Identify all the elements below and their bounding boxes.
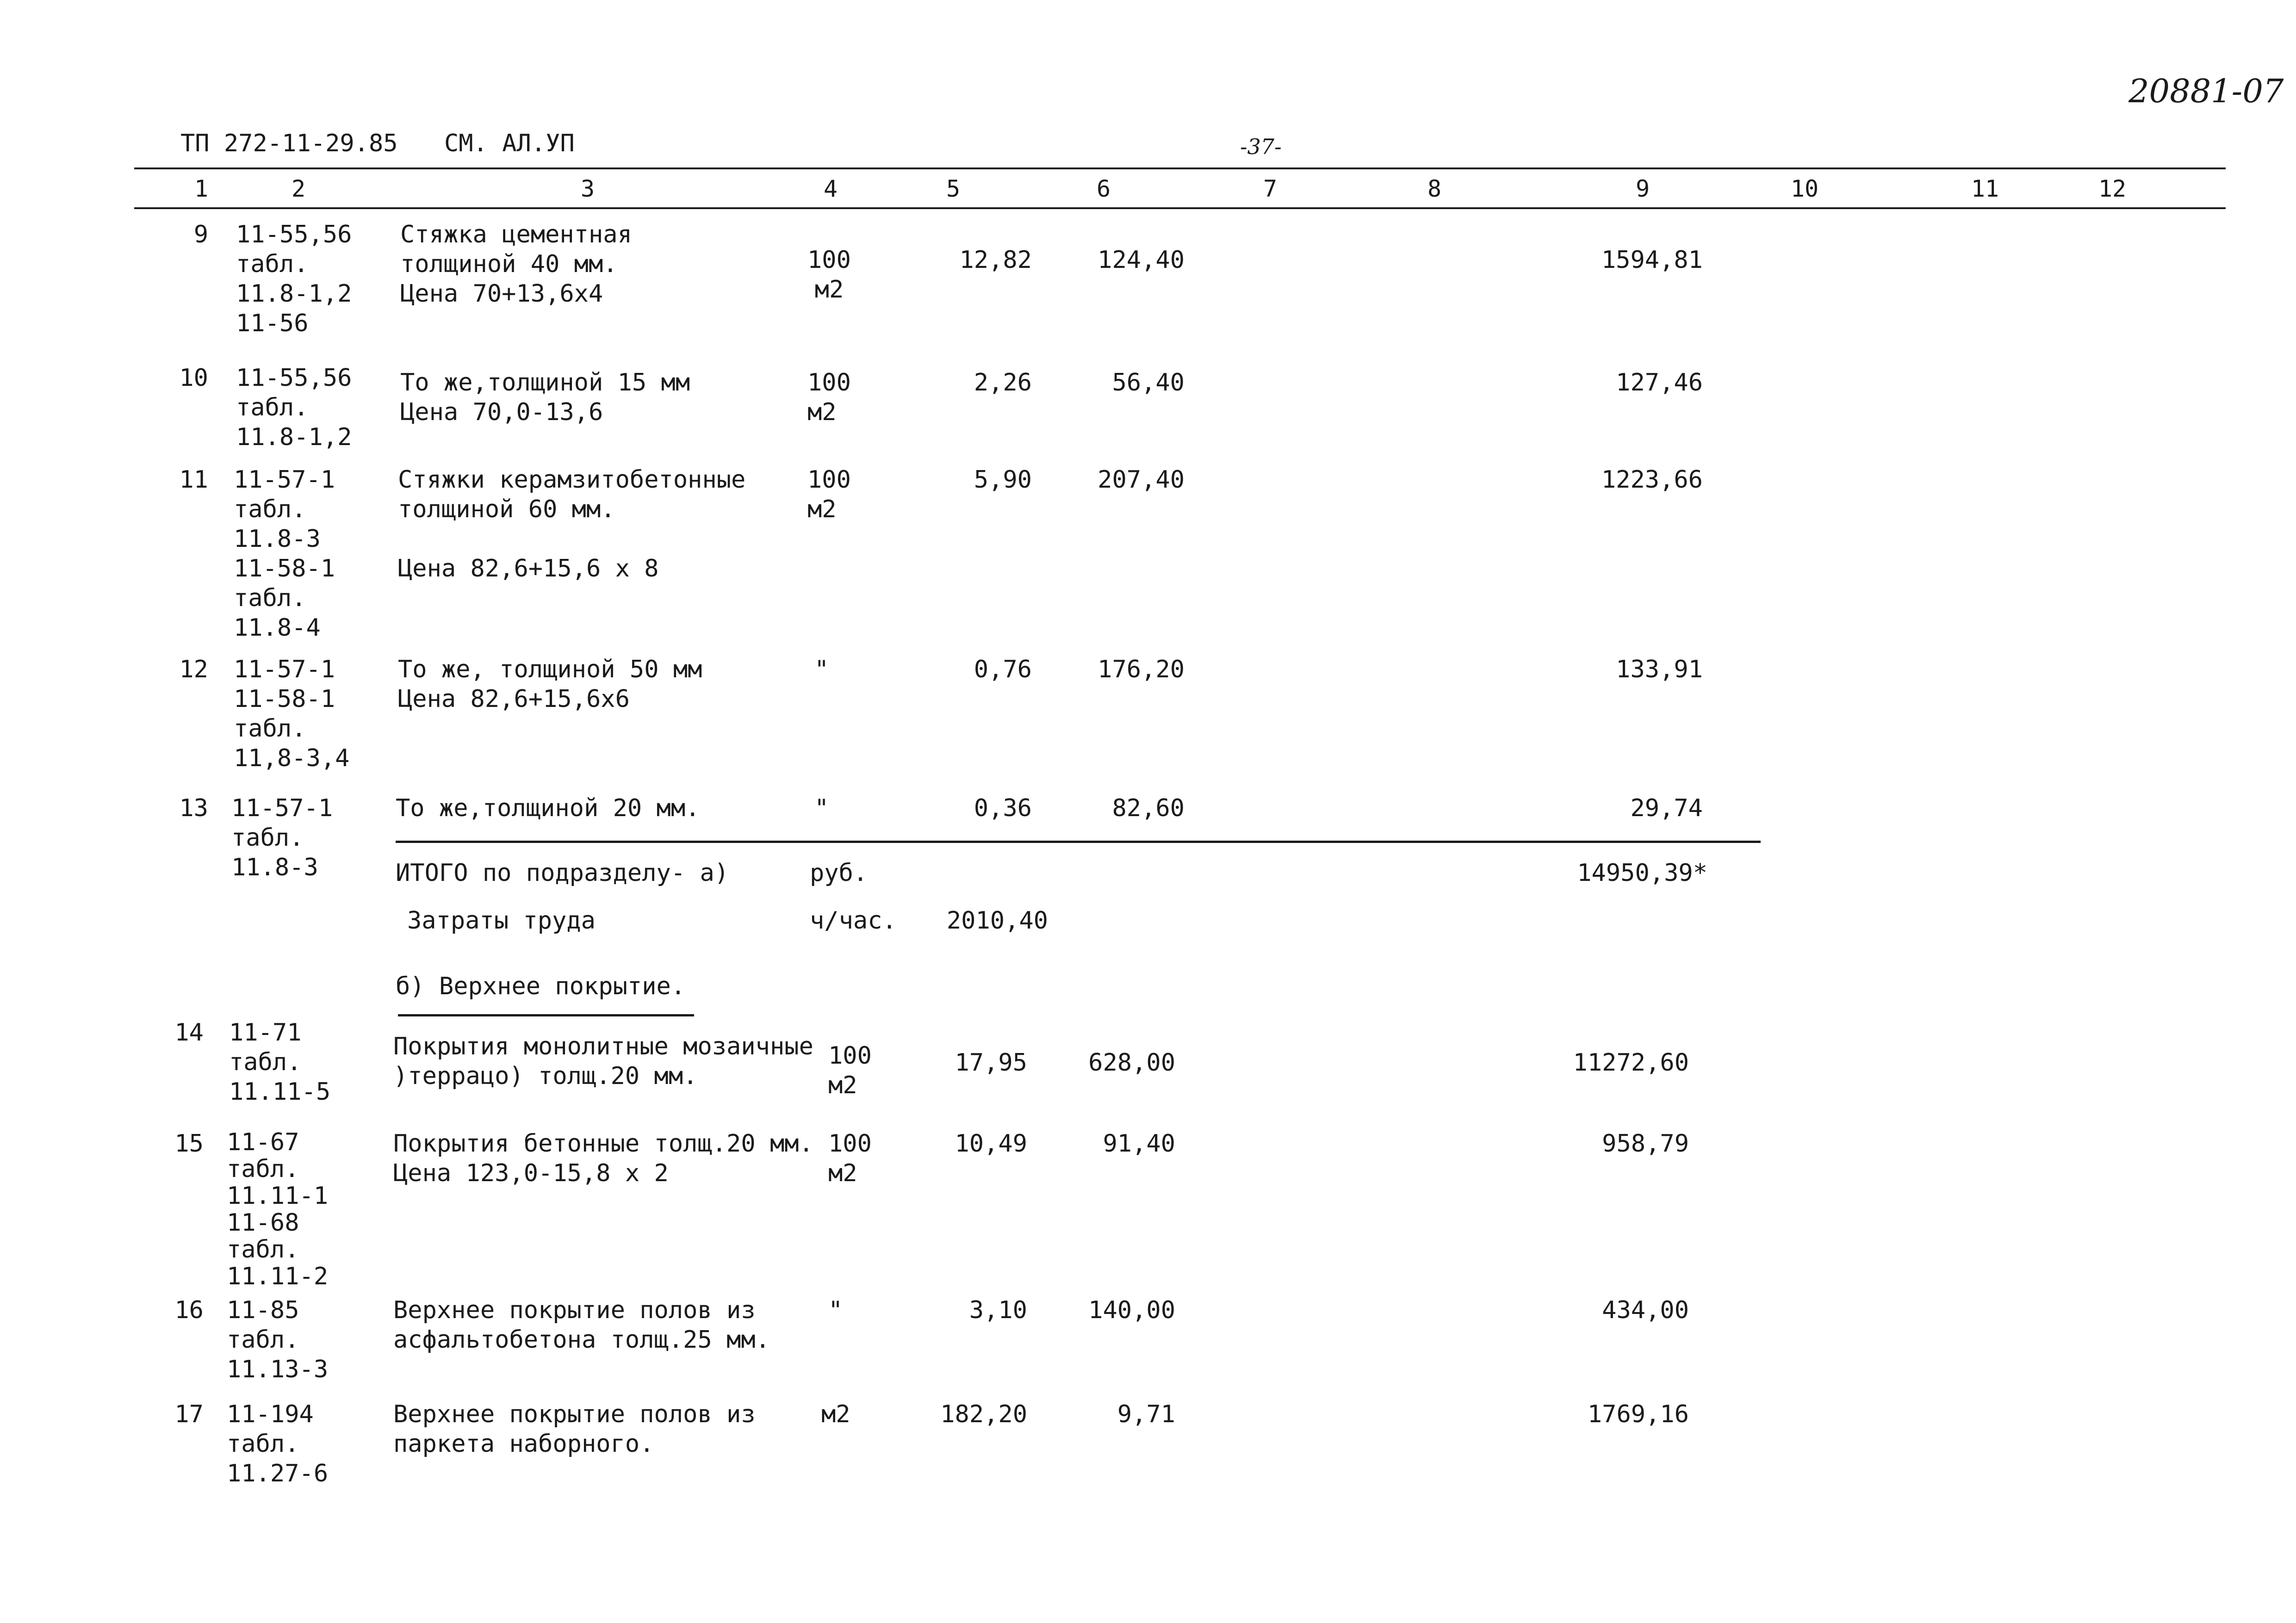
section-heading-underline (398, 1014, 694, 1016)
column-header-8: 8 (1427, 175, 1442, 202)
total-cost: 958,79 (1602, 1130, 1689, 1158)
labor-unit: ч/час. (810, 907, 897, 935)
work-description: Стяжки керамзитобетонные толщиной 60 мм. Цена 82,6+15,6 х 8 (398, 466, 746, 582)
work-description: Верхнее покрытие полов из паркета наборного. (393, 1400, 756, 1458)
work-description: Верхнее покрытие полов из асфальтобетона толщ.25 мм. (393, 1296, 770, 1354)
quantity: 2,26 (974, 369, 1032, 396)
page-number: -37- (1240, 134, 1282, 159)
work-description: Покрытия бетонные толщ.20 мм. Цена 123,0-15,8 х 2 (393, 1130, 813, 1187)
unit: " (828, 1296, 843, 1324)
unit: 100 м2 (807, 369, 851, 426)
unit-price: 82,60 (1112, 794, 1185, 822)
subtotal-total: 14950,39* (1577, 859, 1707, 887)
section-heading: б) Верхнее покрытие. (396, 973, 686, 1000)
unit-price: 628,00 (1088, 1049, 1175, 1077)
row-number: 12 (179, 656, 208, 683)
norm-reference: 11-55,56 табл. 11.8-1,2 (236, 364, 352, 451)
norm-reference: 11-55,56 табл. 11.8-1,2 11-56 (236, 221, 352, 337)
total-cost: 29,74 (1630, 794, 1703, 822)
row-number: 14 (174, 1019, 204, 1047)
unit: 100 м2 (828, 1042, 872, 1099)
column-header-6: 6 (1096, 175, 1111, 202)
norm-reference: 11-71 табл. 11.11-5 (229, 1019, 331, 1106)
row-number: 15 (174, 1130, 204, 1158)
column-header-12: 12 (2098, 175, 2127, 202)
row-number: 9 (193, 221, 208, 248)
quantity: 12,82 (959, 246, 1032, 274)
row-number: 13 (179, 794, 208, 822)
norm-reference: 11-85 табл. 11.13-3 (227, 1296, 329, 1383)
quantity: 17,95 (955, 1049, 1027, 1077)
unit: 100 м2 (807, 466, 851, 523)
unit: " (814, 656, 829, 683)
total-cost: 1769,16 (1587, 1400, 1689, 1428)
row-number: 17 (174, 1400, 204, 1428)
unit: " (814, 794, 829, 822)
labor-label: Затраты труда (407, 907, 596, 935)
unit-price: 176,20 (1098, 656, 1185, 683)
archive-stamp: 20881-07 (2128, 72, 2284, 110)
total-cost: 133,91 (1616, 656, 1703, 683)
unit-price: 207,40 (1098, 466, 1185, 494)
subtotal-label: ИТОГО по подразделу- а) (396, 859, 729, 887)
total-cost: 1594,81 (1601, 246, 1703, 274)
work-description: То же,толщиной 20 мм. (396, 794, 700, 822)
work-description: Покрытия монолитные мозаичные )террацо) толщ.20 мм. (393, 1033, 813, 1090)
norm-reference: 11-67 табл. 11.11-1 11-68 табл. 11.11-2 (227, 1128, 329, 1290)
document-code: ТП 272-11-29.85 (180, 130, 398, 157)
norm-reference: 11-57-1 11-58-1 табл. 11,8-3,4 (234, 656, 350, 772)
quantity: 0,76 (974, 656, 1032, 683)
quantity: 182,20 (940, 1400, 1027, 1428)
row-number: 16 (174, 1296, 204, 1324)
unit: 100 м2 (807, 246, 851, 304)
column-header-1: 1 (194, 175, 209, 202)
work-description: Стяжка цементная толщиной 40 мм. Цена 70+13,6х4 (400, 221, 632, 308)
column-header-11: 11 (1971, 175, 1999, 202)
norm-reference: 11-57-1 табл. 11.8-3 11-58-1 табл. 11.8-4 (234, 466, 335, 642)
row-number: 11 (179, 466, 208, 494)
column-header-9: 9 (1635, 175, 1650, 202)
quantity: 10,49 (955, 1130, 1027, 1158)
subtotal-unit: руб. (810, 859, 868, 887)
quantity: 0,36 (974, 794, 1032, 822)
unit-price: 9,71 (1117, 1400, 1175, 1428)
column-header-10: 10 (1790, 175, 1819, 202)
total-cost: 127,46 (1616, 369, 1703, 396)
total-cost: 434,00 (1602, 1296, 1689, 1324)
unit-price: 140,00 (1088, 1296, 1175, 1324)
unit-price: 56,40 (1112, 369, 1185, 396)
column-header-3: 3 (580, 175, 595, 202)
album-reference: СМ. АЛ.УП (444, 130, 575, 157)
work-description: То же, толщиной 50 мм Цена 82,6+15,6х6 (398, 656, 702, 713)
subtotal-rule (396, 841, 1761, 843)
norm-reference: 11-194 табл. 11.27-6 (227, 1400, 329, 1487)
quantity: 3,10 (969, 1296, 1027, 1324)
unit-price: 91,40 (1103, 1130, 1175, 1158)
total-cost: 1223,66 (1601, 466, 1703, 494)
column-header-7: 7 (1263, 175, 1278, 202)
column-header-2: 2 (291, 175, 306, 202)
labor-value: 2010,40 (946, 907, 1048, 935)
header-rule-bottom (134, 207, 2226, 209)
total-cost: 11272,60 (1573, 1049, 1689, 1077)
norm-reference: 11-57-1 табл. 11.8-3 (231, 794, 333, 881)
row-number: 10 (179, 364, 208, 392)
unit: м2 (821, 1400, 850, 1428)
unit-price: 124,40 (1098, 246, 1185, 274)
work-description: То же,толщиной 15 мм Цена 70,0-13,6 (400, 369, 690, 426)
quantity: 5,90 (974, 466, 1032, 494)
column-header-5: 5 (946, 175, 961, 202)
unit: 100 м2 (828, 1130, 872, 1187)
header-rule-top (134, 167, 2226, 169)
column-header-4: 4 (823, 175, 838, 202)
